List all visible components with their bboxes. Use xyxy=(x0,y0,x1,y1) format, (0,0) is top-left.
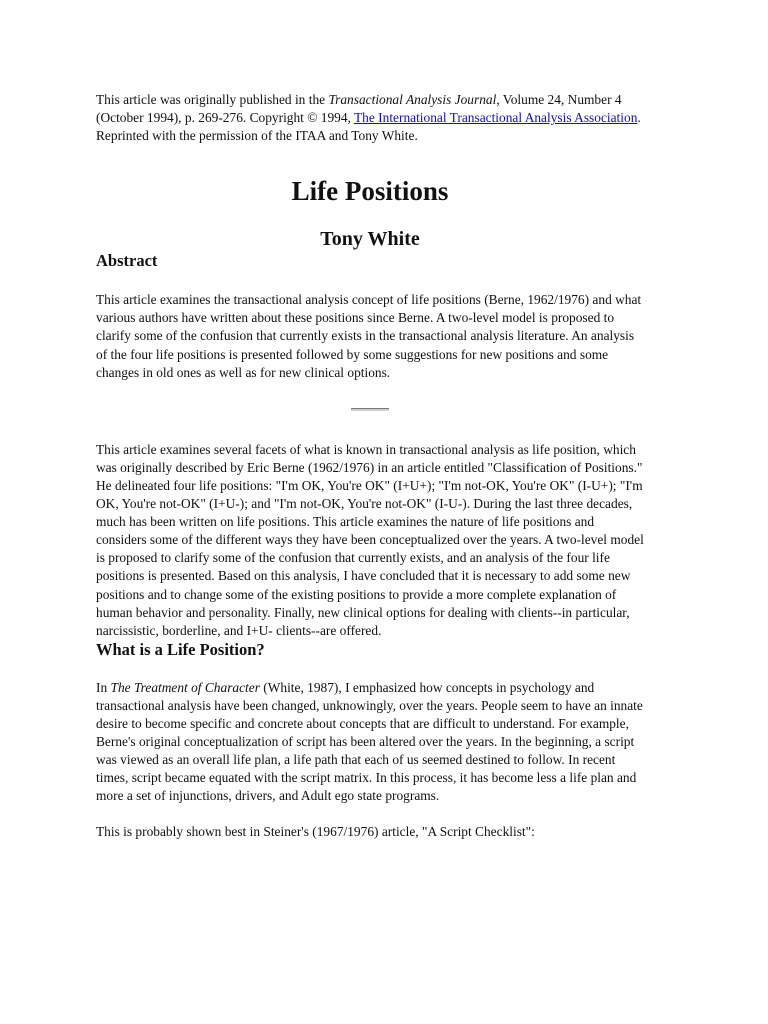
article-author: Tony White xyxy=(320,228,420,251)
introduction-paragraph: This article examines several facets of what is known in transactional analysis as life position, which was originally described by Eric Berne (1962/1976) in an article entitled "Classification of Positions." He delineated four life positions: "I'm OK, You're OK" (I+U+); "I'm not-OK, You're OK" (I-U+); "I'm OK, You're not-OK" (I+U-); and "I'm not-OK, You're not-OK" (I-U-). During the last three decades, much has been written on life positions. This article examines the nature of life positions and considers some of the different ways they have been conceptualized over the years. A two-level model is proposed to clarify some of the confusion that currently exists, and an analysis of the four life positions is presented. Based on this analysis, I have concluded that it is necessary to add some new positions and to change some of the existing positions to provide a more complete explanation of human behavior and personality. Finally, new clinical options for dealing with clients--in particular, narcissistic, borderline, and I+U- clients--are offered. xyxy=(96,441,644,638)
publication-note-prefix: This article was originally published in the xyxy=(96,92,329,107)
what-is-life-position-heading: What is a Life Position? xyxy=(96,639,265,659)
publication-note xyxy=(96,91,644,145)
publication-note-suffix: . Reprinted with the permission of the ITAA and Tony White. xyxy=(96,110,641,144)
life-position-paragraph-1 xyxy=(96,679,644,806)
abstract-heading: Abstract xyxy=(96,251,158,271)
article xyxy=(96,91,644,842)
section-divider xyxy=(351,408,389,411)
publication-note-details: , Volume 24, Number 4 (October 1994), p. 269-276. Copyright © 1994, xyxy=(96,92,622,126)
book-title: The Treatment of Character xyxy=(110,679,260,695)
itaa-link[interactable]: The International Transactional Analysis Association xyxy=(354,110,638,126)
life-position-paragraph-2: This is probably shown best in Steiner's (1967/1976) article, "A Script Checklist": xyxy=(96,824,535,840)
life-position-paragraph-1-text: (White, 1987), I emphasized how concepts in psychology and transactional analysis have been changed, unknowingly, over the years. People seem to have an innate desire to become specific and concrete about concepts that are difficult to understand. For example, Berne's original conceptualization of script has been altered over the years. In the beginning, a script was viewed as an overall life plan, a life path that each of us seemed destined to follow. In recent times, script became equated with the script matrix. In this process, it has become less a life plan and more a set of injunctions, drivers, and Adult ego state programs. xyxy=(96,679,643,804)
abstract-text: This article examines the transactional analysis concept of life positions (Berne, 1962/1976) and what various authors have written about these positions since Berne. A two-level model is proposed to clarify some of the confusion that currently exists in the transactional analysis literature. An analysis of the four life positions is presented followed by some suggestions for new positions and some changes in old ones as well as for new clinical options. xyxy=(96,292,642,380)
journal-name: Transactional Analysis Journal xyxy=(328,92,497,107)
life-position-paragraph-1-prefix: In xyxy=(96,679,111,695)
article-title: Life Positions xyxy=(291,176,449,207)
